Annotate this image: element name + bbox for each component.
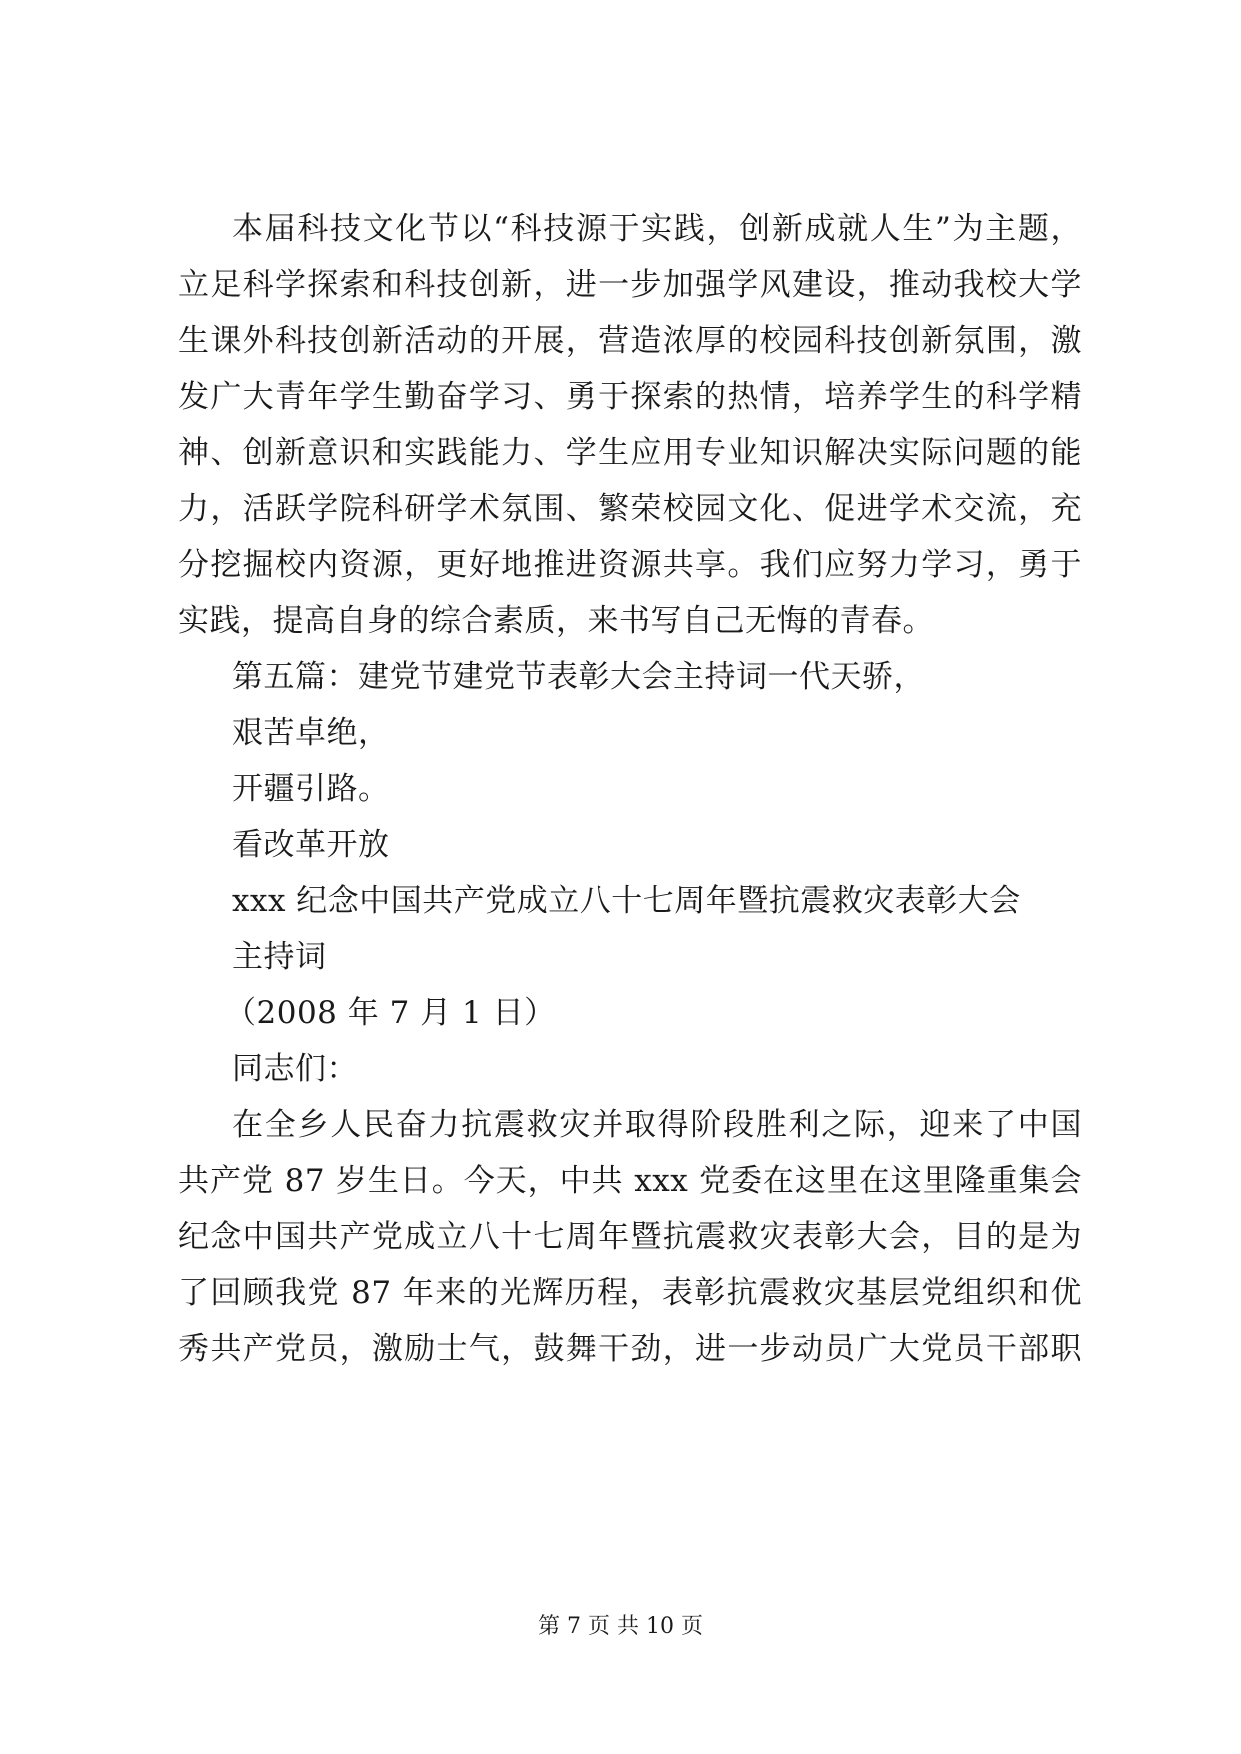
paragraph-line: 艰苦卓绝， <box>232 715 390 751</box>
paragraph-line: 看改革开放 <box>232 827 390 863</box>
paragraph-line: 秀共产党员，激励士气，鼓舞干劲，进一步动员广大党员干部职 <box>178 1331 1082 1367</box>
paragraph-line: 纪念中国共产党成立八十七周年暨抗震救灾表彰大会，目的是为 <box>178 1219 1082 1255</box>
paragraph-line: 实践，提高自身的综合素质，来书写自己无悔的青春。 <box>178 603 934 639</box>
paragraph-line: 立足科学探索和科技创新，进一步加强学风建设，推动我校大学 <box>178 267 1082 303</box>
paragraph-line: 共产党 87 岁生日。今天，中共 xxx 党委在这里在这里隆重集会 <box>178 1163 1082 1199</box>
paragraph-line: 发广大青年学生勤奋学习、勇于探索的热情，培养学生的科学精 <box>178 379 1082 415</box>
paragraph-line: 了回顾我党 87 年来的光辉历程，表彰抗震救灾基层党组织和优 <box>178 1275 1082 1311</box>
page-number-footer: 第 7 页 共 10 页 <box>538 1614 703 1639</box>
paragraph-line: 本届科技文化节以“科技源于实践，创新成就人生”为主题， <box>232 211 1082 247</box>
speech-date: （2008 年 7 月 1 日） <box>225 995 556 1031</box>
paragraph-line: 神、创新意识和实践能力、学生应用专业知识解决实际问题的能 <box>178 435 1082 471</box>
speech-title: xxx 纪念中国共产党成立八十七周年暨抗震救灾表彰大会 <box>232 883 1021 919</box>
paragraph-line: 开疆引路。 <box>232 771 390 807</box>
paragraph-line: 在全乡人民奋力抗震救灾并取得阶段胜利之际，迎来了中国 <box>232 1107 1082 1143</box>
paragraph-line: 生课外科技创新活动的开展，营造浓厚的校园科技创新氛围，激 <box>178 323 1082 359</box>
speech-title-continued: 主持词 <box>232 939 327 975</box>
section-heading: 第五篇：建党节建党节表彰大会主持词一代天骄， <box>232 659 925 695</box>
paragraph-line: 力，活跃学院科研学术氛围、繁荣校园文化、促进学术交流，充 <box>178 491 1082 527</box>
salutation: 同志们： <box>232 1051 358 1087</box>
paragraph-line: 分挖掘校内资源，更好地推进资源共享。我们应努力学习，勇于 <box>178 547 1082 583</box>
